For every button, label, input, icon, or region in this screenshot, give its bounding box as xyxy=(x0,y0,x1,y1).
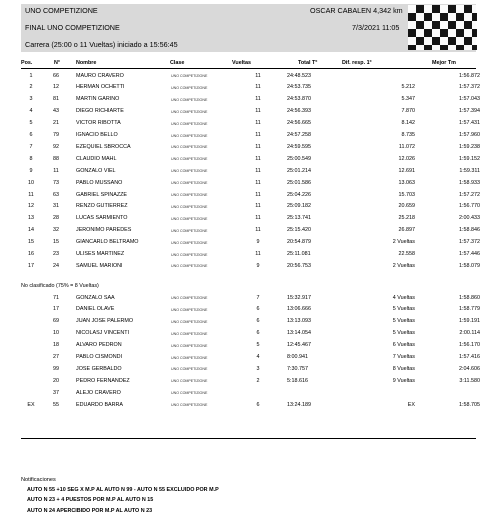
cell-total: 13:14.054 xyxy=(287,330,311,337)
cell-dif: 5.347 xyxy=(401,96,415,103)
cell-num: 24 xyxy=(53,262,59,269)
cell-name: HERMAN OCHETTI xyxy=(76,84,125,91)
cell-num: 32 xyxy=(53,227,59,234)
cell-vueltas: 11 xyxy=(255,227,261,234)
table-row xyxy=(21,375,480,387)
cell-name: JOSE GERBALDO xyxy=(76,365,122,372)
cell-best: 1:57.431 xyxy=(459,120,480,127)
cell-name: EZEQUIEL SBROCCA xyxy=(76,143,131,150)
cell-total: 24:48.523 xyxy=(287,72,311,79)
cell-vueltas: 11 xyxy=(255,108,261,115)
cell-num: 79 xyxy=(53,132,59,138)
col-header-dif: Dif. resp. 1° xyxy=(342,60,372,66)
cell-dif: 12.026 xyxy=(398,155,415,162)
cell-pos: 13 xyxy=(28,215,34,222)
cell-num: 27 xyxy=(53,354,59,360)
cell-vueltas: 6 xyxy=(256,306,260,313)
cell-total: 20:54.879 xyxy=(287,239,311,246)
cell-best: 1:59.191 xyxy=(459,318,480,325)
cell-dif: 2 Vueltas xyxy=(392,262,415,269)
cell-total: 25:04.226 xyxy=(287,191,311,198)
cell-total: 24:59.595 xyxy=(287,143,311,150)
cell-dif: 6 Vueltas xyxy=(392,342,415,349)
table-row xyxy=(21,189,480,201)
cell-clase: UNO COMPETIZIONE xyxy=(171,109,208,114)
cell-best: 1:57.394 xyxy=(459,108,480,115)
cell-dif: 11.072 xyxy=(398,143,415,150)
cell-total: 25:01.214 xyxy=(287,167,311,174)
cell-dif: EX xyxy=(407,401,415,408)
cell-vueltas: 11 xyxy=(255,167,261,174)
table-row xyxy=(21,165,480,177)
cell-total: 25:15.420 xyxy=(287,227,311,234)
cell-num: 66 xyxy=(53,72,59,79)
cell-pos: 8 xyxy=(29,155,33,162)
cell-clase: UNO COMPETIZIONE xyxy=(171,355,208,360)
cell-num: 31 xyxy=(53,203,59,210)
table-row xyxy=(21,201,480,213)
cell-total: 24:56.393 xyxy=(287,108,311,115)
cell-clase: UNO COMPETIZIONE xyxy=(171,296,208,300)
cell-vueltas: 11 xyxy=(255,132,261,138)
cell-clase: UNO COMPETIZIONE xyxy=(171,319,208,324)
cell-best: 2:00.114 xyxy=(459,330,480,337)
cell-clase: UNO COMPETIZIONE xyxy=(171,169,208,174)
table-row xyxy=(21,106,480,118)
cell-best: 1:58.705 xyxy=(459,401,480,408)
cell-best: 1:56.170 xyxy=(459,342,480,349)
col-header-total: Total T° xyxy=(298,60,318,66)
cell-name: EDUARDO BARRA xyxy=(76,401,124,408)
col-header-vueltas: Vueltas xyxy=(232,60,251,66)
cell-best: 1:57.043 xyxy=(459,96,480,103)
cell-name: GONZALO VIEL xyxy=(76,167,116,174)
cell-clase: UNO COMPETIZIONE xyxy=(171,97,208,102)
cell-num: 63 xyxy=(53,191,59,198)
cell-total: 24:57.258 xyxy=(287,132,311,138)
cell-best: 1:56.872 xyxy=(459,72,480,79)
cell-dif: 15.703 xyxy=(398,191,415,198)
cell-clase: UNO COMPETIZIONE xyxy=(171,228,208,233)
cell-name: ULISES MARTINEZ xyxy=(76,251,125,257)
cell-num: 81 xyxy=(53,96,59,103)
cell-clase: UNO COMPETIZIONE xyxy=(171,307,208,312)
col-header-clase: Clase xyxy=(170,60,185,66)
cell-dif: 9 Vueltas xyxy=(392,377,415,384)
cell-clase: UNO COMPETIZIONE xyxy=(171,157,208,162)
col-header-pos: Pos. xyxy=(21,60,33,66)
cell-name: ALEJO CRAVERO xyxy=(76,389,121,396)
table-row xyxy=(21,249,480,261)
cell-dif: 7.870 xyxy=(401,108,415,115)
cell-total: 7:30.757 xyxy=(287,365,308,372)
cell-best: 1:58.079 xyxy=(459,262,480,269)
cell-pos: 11 xyxy=(28,191,34,198)
cell-pos: 16 xyxy=(28,251,34,257)
cell-pos: 7 xyxy=(29,143,33,150)
cell-vueltas: 6 xyxy=(256,401,260,408)
table-row xyxy=(21,260,480,272)
cell-pos: 17 xyxy=(28,262,34,269)
cell-pos: 2 xyxy=(29,84,33,91)
cell-dif: 8.735 xyxy=(401,132,415,138)
table-row xyxy=(21,118,480,130)
cell-clase: UNO COMPETIZIONE xyxy=(171,331,208,336)
cell-total: 25:11.081 xyxy=(287,251,311,257)
cell-total: 15:32.917 xyxy=(287,294,311,301)
cell-vueltas: 3 xyxy=(256,365,260,372)
event-subtitle: FINAL UNO COMPETIZIONE xyxy=(25,23,120,32)
cell-best: 3:11.580 xyxy=(459,377,480,384)
cell-num: 23 xyxy=(53,251,59,257)
cell-num: 15 xyxy=(53,239,59,246)
cell-name: IGNACIO BELLO xyxy=(76,132,118,138)
cell-best: 1:59.311 xyxy=(459,167,480,174)
cell-dif: 22.558 xyxy=(398,251,415,257)
cell-vueltas: 4 xyxy=(256,354,260,360)
table-row xyxy=(21,316,480,328)
cell-name: GABRIEL SPINAZZE xyxy=(76,191,128,198)
cell-clase: UNO COMPETIZIONE xyxy=(171,240,208,245)
cell-name: RENZO GUTIERREZ xyxy=(76,203,128,210)
cell-num: 17 xyxy=(53,306,59,313)
cell-dif: 2 Vueltas xyxy=(392,239,415,246)
cell-total: 8:00.941 xyxy=(287,354,308,360)
race-info: Carrera (25:00 o 11 Vueltas) iniciado a 15:56:45 xyxy=(25,40,178,49)
cell-pos: 9 xyxy=(29,167,33,174)
notifications-title: Notificaciones xyxy=(21,477,56,483)
cell-vueltas: 11 xyxy=(255,191,261,198)
table-row xyxy=(21,177,480,189)
cell-pos: 1 xyxy=(29,72,33,79)
cell-clase: UNO COMPETIZIONE xyxy=(171,379,208,384)
cell-num: 10 xyxy=(53,330,59,337)
cell-num: 73 xyxy=(53,179,59,186)
cell-pos: 12 xyxy=(28,203,34,210)
cell-pos: 6 xyxy=(29,132,33,138)
cell-total: 13:24.189 xyxy=(287,401,311,408)
cell-total: 13:06.666 xyxy=(287,306,311,313)
cell-vueltas: 11 xyxy=(255,120,261,127)
cell-clase: UNO COMPETIZIONE xyxy=(171,403,208,408)
cell-total: 20:56.753 xyxy=(287,262,311,269)
cell-name: CLAUDIO MAHL xyxy=(76,155,117,162)
cell-name: PABLO CISMONDI xyxy=(76,354,123,360)
cell-best: 1:57.272 xyxy=(459,191,480,198)
cell-dif: 5 Vueltas xyxy=(392,318,415,325)
cell-vueltas: 9 xyxy=(256,239,260,246)
cell-clase: UNO COMPETIZIONE xyxy=(171,121,208,126)
cell-name: ALVARO PEDRON xyxy=(76,342,122,349)
cell-name: DIEGO RICHIARTE xyxy=(76,108,124,115)
cell-pos: 15 xyxy=(28,239,34,246)
cell-num: 88 xyxy=(53,155,59,162)
cell-best: 1:57.372 xyxy=(459,84,480,91)
not-classified-title: No clasificado (75% = 8 Vueltas) xyxy=(21,283,99,289)
table-row xyxy=(21,213,480,225)
table-row xyxy=(21,399,480,411)
cell-num: 55 xyxy=(53,401,59,408)
cell-num: 12 xyxy=(53,84,59,91)
cell-vueltas: 7 xyxy=(256,294,260,301)
cell-vueltas: 11 xyxy=(255,96,261,103)
table-row xyxy=(21,363,480,375)
cell-pos: 5 xyxy=(29,120,33,127)
footer-divider xyxy=(21,438,476,439)
col-header-name: Nombre xyxy=(76,60,97,66)
report-datetime: 7/3/2021 11:05 xyxy=(352,23,400,32)
cell-total: 13:13.093 xyxy=(287,318,311,325)
cell-vueltas: 11 xyxy=(255,84,261,91)
cell-vueltas: 11 xyxy=(255,155,261,162)
cell-total: 24:53.870 xyxy=(287,96,311,103)
cell-vueltas: 11 xyxy=(255,203,261,210)
cell-name: MARTIN GARINO xyxy=(76,96,120,103)
cell-best: 1:58.846 xyxy=(459,227,480,234)
cell-clase: UNO COMPETIZIONE xyxy=(171,252,208,257)
cell-dif: 20.659 xyxy=(398,203,415,210)
cell-dif: 4 Vueltas xyxy=(392,294,415,301)
cell-total: 25:13.741 xyxy=(287,215,311,222)
cell-num: 21 xyxy=(53,120,59,127)
table-row xyxy=(21,340,480,352)
col-header-best: Mejor Tm xyxy=(432,60,456,66)
cell-best: 1:57.446 xyxy=(459,251,480,257)
cell-dif: 7 Vueltas xyxy=(392,354,415,360)
cell-vueltas: 2 xyxy=(256,377,260,384)
cell-dif: 12.691 xyxy=(398,167,415,174)
cell-name: GONZALO SAA xyxy=(76,294,115,301)
cell-total: 25:09.182 xyxy=(287,203,311,210)
table-row xyxy=(21,292,480,304)
cell-clase: UNO COMPETIZIONE xyxy=(171,85,208,90)
cell-num: 11 xyxy=(53,167,59,174)
cell-num: 99 xyxy=(53,365,59,372)
cell-dif: 5 Vueltas xyxy=(392,306,415,313)
cell-vueltas: 6 xyxy=(256,318,260,325)
cell-clase: UNO COMPETIZIONE xyxy=(171,343,208,348)
table-row xyxy=(21,328,480,340)
cell-best: 2:04.606 xyxy=(459,365,480,372)
cell-best: 1:57.960 xyxy=(459,132,480,138)
track-name: OSCAR CABALEN 4,342 km xyxy=(310,6,403,15)
cell-num: 69 xyxy=(53,318,59,325)
col-header-num: N° xyxy=(54,60,61,66)
cell-num: 28 xyxy=(53,215,59,222)
cell-dif: 26.897 xyxy=(398,227,415,234)
cell-name: VICTOR RIBOTTA xyxy=(76,120,121,127)
cell-vueltas: 5 xyxy=(256,342,260,349)
cell-dif: 25.218 xyxy=(398,215,415,222)
cell-vueltas: 11 xyxy=(255,251,261,257)
cell-name: LUCAS SARMIENTO xyxy=(76,215,128,222)
cell-vueltas: 11 xyxy=(255,72,261,79)
cell-total: 5:18.616 xyxy=(287,377,308,384)
notification-item: AUTO N 23 + 4 PUESTOS POR M.P AL AUTO N 15 xyxy=(27,497,154,503)
cell-best: 2:00.433 xyxy=(459,215,480,222)
cell-name: NICOLASJ VINCENTI xyxy=(76,330,130,337)
cell-clase: UNO COMPETIZIONE xyxy=(171,264,208,269)
notification-item: AUTO N 24 APERCIBIDO POR M.P AL AUTO N 23 xyxy=(27,508,153,514)
cell-dif: 8 Vueltas xyxy=(392,365,415,372)
cell-total: 24:56.665 xyxy=(287,120,311,127)
cell-name: PABLO MUSSANO xyxy=(76,179,123,186)
cell-total: 25:00.549 xyxy=(287,155,311,162)
cell-dif: 5.212 xyxy=(401,84,415,91)
table-row xyxy=(21,304,480,316)
cell-clase: UNO COMPETIZIONE xyxy=(171,367,208,372)
cell-clase: UNO COMPETIZIONE xyxy=(171,181,208,186)
table-row xyxy=(21,237,480,249)
cell-name: SAMUEL MARIONI xyxy=(76,262,123,269)
cell-num: 20 xyxy=(53,377,59,384)
cell-dif: 8.142 xyxy=(401,120,415,127)
cell-clase: UNO COMPETIZIONE xyxy=(171,145,208,150)
cell-best: 1:58.933 xyxy=(459,179,480,186)
notification-item: AUTO N 55 +10 SEG X M.P AL AUTO N 99 - AUTO N 55 EXCLUIDO POR M.P xyxy=(27,487,219,493)
cell-vueltas: 9 xyxy=(256,262,260,269)
cell-vueltas: 6 xyxy=(256,330,260,337)
event-title: UNO COMPETIZIONE xyxy=(25,6,98,15)
cell-vueltas: 11 xyxy=(255,215,261,222)
cell-name: GIANCARLO BELTRAMO xyxy=(76,239,139,246)
cell-best: 1:57.416 xyxy=(459,354,480,360)
table-row xyxy=(21,225,480,237)
cell-best: 1:56.770 xyxy=(459,203,480,210)
cell-num: 71 xyxy=(53,294,59,301)
cell-pos: 3 xyxy=(29,96,33,103)
cell-best: 1:58.860 xyxy=(459,294,480,301)
cell-pos: 10 xyxy=(28,179,34,186)
cell-pos: 4 xyxy=(29,108,33,115)
table-row xyxy=(21,94,480,106)
cell-pos: 14 xyxy=(28,227,34,234)
cell-vueltas: 11 xyxy=(255,179,261,186)
cell-name: PEDRO FERNANDEZ xyxy=(76,377,130,384)
table-row xyxy=(21,70,480,82)
table-row xyxy=(21,387,476,399)
table-row xyxy=(21,141,480,153)
cell-name: DANIEL OLAVE xyxy=(76,306,115,313)
cell-num: 37 xyxy=(53,389,59,396)
cell-clase: UNO COMPETIZIONE xyxy=(171,204,208,209)
cell-clase: UNO COMPETIZIONE xyxy=(171,216,208,221)
cell-clase: UNO COMPETIZIONE xyxy=(171,133,208,138)
cell-name: JUAN JOSE PALERMO xyxy=(76,318,134,325)
header-divider xyxy=(21,68,476,69)
cell-num: 92 xyxy=(53,143,59,150)
table-row xyxy=(21,130,480,142)
cell-name: JERONIMO PAREDES xyxy=(76,227,132,234)
cell-best: 1:57.372 xyxy=(459,239,480,246)
cell-best: 1:59.238 xyxy=(459,143,480,150)
cell-vueltas: 11 xyxy=(255,143,261,150)
checkered-flag-logo xyxy=(408,5,477,50)
cell-clase: UNO COMPETIZIONE xyxy=(171,193,208,197)
table-row xyxy=(21,352,480,364)
cell-total: 24:53.735 xyxy=(287,84,311,91)
cell-num: 18 xyxy=(53,342,59,349)
cell-best: 1:58.779 xyxy=(459,306,480,313)
cell-clase: UNO COMPETIZIONE xyxy=(171,74,208,78)
cell-dif: 13.063 xyxy=(398,179,415,186)
cell-total: 25:01.586 xyxy=(287,179,311,186)
cell-clase: UNO COMPETIZIONE xyxy=(171,391,208,396)
table-row xyxy=(21,82,480,94)
cell-best: 1:59.152 xyxy=(459,155,480,162)
cell-total: 12:45.467 xyxy=(287,342,311,349)
cell-num: 43 xyxy=(53,108,59,115)
cell-dif: 5 Vueltas xyxy=(392,330,415,337)
cell-pos: EX xyxy=(27,401,35,408)
cell-name: MAURO CRAVERO xyxy=(76,72,124,79)
table-row xyxy=(21,153,480,165)
